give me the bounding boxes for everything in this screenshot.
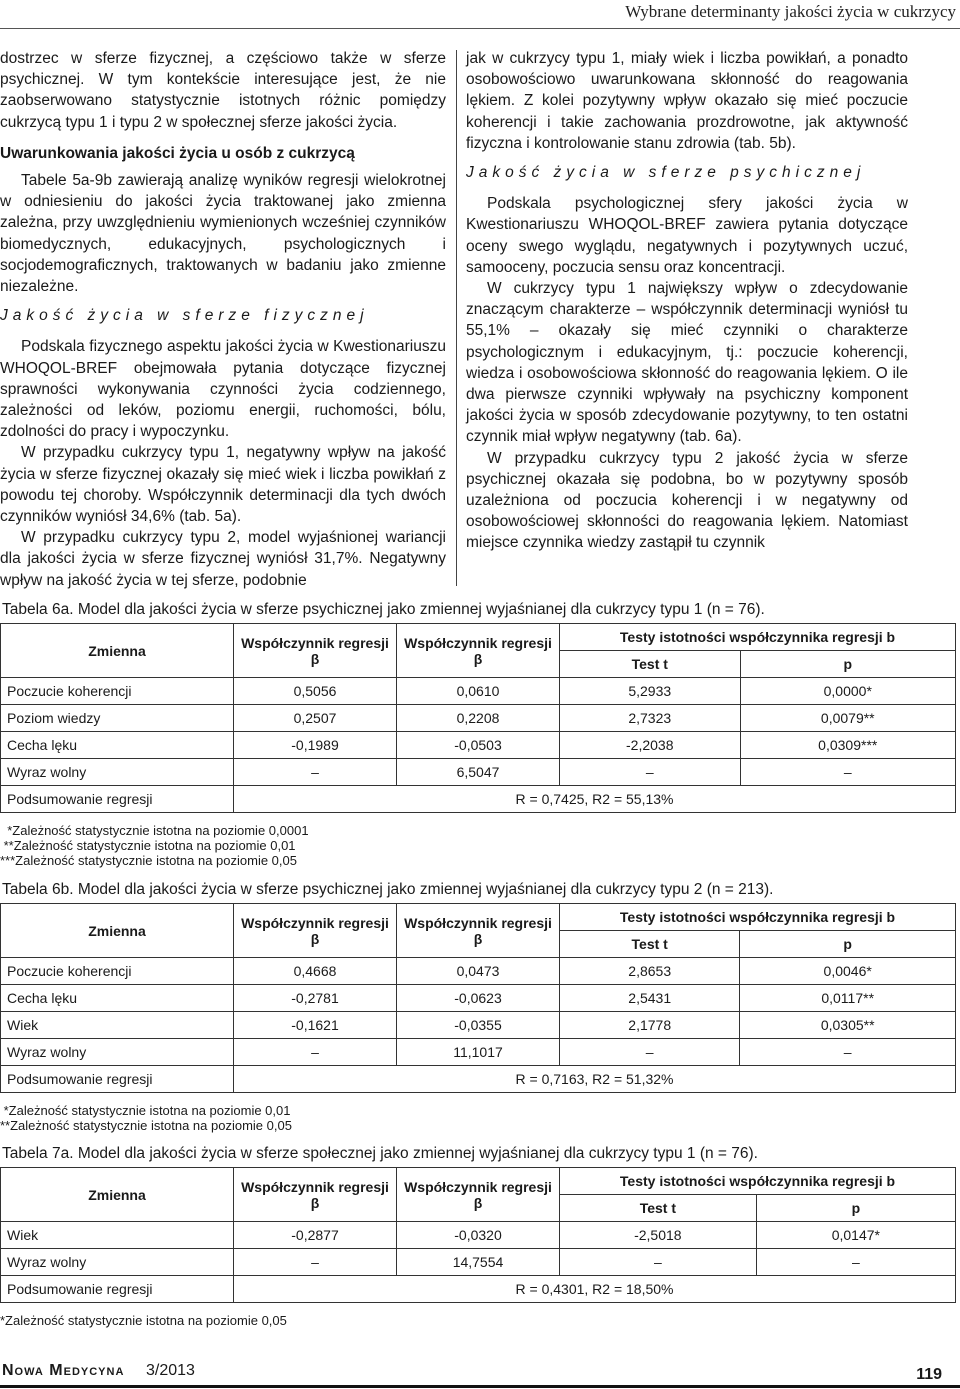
cell-b2: 14,7554 (397, 1249, 560, 1276)
col-header-tests: Testy istotności współczynnika regresji b (560, 904, 956, 931)
cell-b2: 6,5047 (397, 759, 560, 786)
cell-t: 2,1778 (560, 1012, 740, 1039)
cell-t: 5,2933 (560, 678, 741, 705)
running-title: Wybrane determinanty jakości życia w cukrzycy (625, 2, 956, 21)
table-row (1, 1039, 956, 1066)
cell-b1: -0,1621 (234, 1012, 397, 1039)
page-number: 119 (916, 1366, 942, 1383)
col-header-coef: Współczynnik regresji β (234, 624, 397, 678)
paragraph: Podskala psychologicznej sfery jakości życia w Kwestionariuszu WHOQOL-BREF zawiera pytania dotyczące oceny swego wyglądu, negatywnych i pozytywnych uczuć, samooceny, poczucia sensu oraz koncentracji. (466, 195, 908, 276)
cell-name: Wyraz wolny (1, 759, 234, 786)
paragraph: Tabele 5a-9b zawierają analizę wyników regresji wielokrotnej w odniesieniu do jakości życia traktowanej jako zmienna zależna, przy uwzględnieniu wymienionych wcześniej czynników biomedycznych, edukacyjnych, psychologicznych i socjodemograficznych, traktowanych w badaniu jako zmienne niezależne. (0, 172, 446, 296)
col-header-coef: Współczynnik regresji β (234, 1168, 397, 1222)
cell-b1: – (234, 1249, 397, 1276)
cell-p: – (756, 1249, 955, 1276)
cell-name: Poczucie koherencji (1, 678, 234, 705)
table-7a (0, 1167, 956, 1303)
cell-p: 0,0117** (740, 985, 956, 1012)
cell-t: -2,5018 (560, 1222, 757, 1249)
cell-name: Poziom wiedzy (1, 705, 234, 732)
table-row (1, 1012, 956, 1039)
left-column (0, 48, 446, 591)
table-row (1, 985, 956, 1012)
footer-rule (0, 1385, 960, 1388)
cell-b2: 0,0610 (397, 678, 560, 705)
cell-b1: 0,2507 (234, 705, 397, 732)
summary-value: R = 0,7425, R2 = 55,13% (234, 786, 956, 813)
table-row (1, 958, 956, 985)
col-header-coef: Współczynnik regresji β (397, 904, 560, 958)
cell-p: 0,0305** (740, 1012, 956, 1039)
header-rule (0, 28, 960, 29)
table-6a (0, 623, 956, 813)
cell-t: 2,8653 (560, 958, 740, 985)
paragraph: Podskala fizycznego aspektu jakości życia w Kwestionariuszu WHOQOL-BREF obejmowała pytania dotyczące fizycznej sprawności wykonywania czynności życia codziennego, zależności od leków, poziomu energii, ruchomości, bólu, zdolności do pracy i wypoczynku. (0, 338, 446, 441)
col-header-variable: Zmienna (1, 624, 234, 678)
journal-logo: Nowa Medycyna (2, 1362, 125, 1379)
col-header-variable: Zmienna (1, 904, 234, 958)
cell-p: – (740, 759, 955, 786)
cell-b1: -0,2877 (234, 1222, 397, 1249)
table-row (1, 1222, 956, 1249)
cell-t: – (560, 1039, 740, 1066)
cell-name: Cecha lęku (1, 732, 234, 759)
cell-b2: 11,1017 (397, 1039, 560, 1066)
cell-b1: 0,4668 (234, 958, 397, 985)
table-6b-block (0, 881, 960, 1133)
table-notes: *Zależność statystycznie istotna na poziomie 0,0001 **Zależność statystycznie istotna na poziomie 0,01 ***Zależność statystycznie istotna na poziomie 0,05 (0, 823, 309, 868)
col-header-variable: Zmienna (1, 1168, 234, 1222)
right-column (466, 48, 908, 554)
cell-b2: 0,2208 (397, 705, 560, 732)
cell-p: – (740, 1039, 956, 1066)
subsection-heading: Jakość życia w sferze psychicznej (466, 164, 866, 182)
cell-t: – (560, 1249, 757, 1276)
cell-b1: – (234, 1039, 397, 1066)
cell-b2: -0,0623 (397, 985, 560, 1012)
cell-p: 0,0046* (740, 958, 956, 985)
paragraph: dostrzec w sferze fizycznej, a częściowo także w sferze psychicznej. W tym kontekście interesujące jest, że nie zaobserwowano statystycznie istotnych różnic pomiędzy cukrzycą typu 1 i typu 2 w społecznej sferze jakości życia. (0, 50, 446, 131)
table-notes: *Zależność statystycznie istotna na poziomie 0,05 (0, 1313, 287, 1328)
summary-label: Podsumowanie regresji (1, 786, 234, 813)
cell-p: 0,0147* (756, 1222, 955, 1249)
summary-label: Podsumowanie regresji (1, 1276, 234, 1303)
paragraph: W cukrzycy typu 1 największy wpływ o zdecydowanie znaczącym charakterze – współczynnik determinacji wyniósł tu 55,1% – okazały się mieć czynniki o charakterze psychologicznym i edukacyjnym, tj.: poczucie koherencji, wiedza i osobowościowa skłonność do reagowania lękiem. O ile dwa pierwsze czynniki wpływały na psychiczny komponent jakości życia w sposób zdecydowanie pozytywny, to ten ostatni czynnik miał wpływ negatywny (tab. 6a). (466, 280, 908, 446)
table-caption: Tabela 7a. Model dla jakości życia w sferze społecznej jako zmiennej wyjaśnianej dla cukrzycy typu 1 (n = 76). (2, 1145, 758, 1162)
journal-issue: 3/2013 (146, 1362, 195, 1379)
table-caption: Tabela 6a. Model dla jakości życia w sferze psychicznej jako zmiennej wyjaśnianej dla cukrzycy typu 1 (n = 76). (2, 601, 765, 618)
col-header-coef: Współczynnik regresji β (234, 904, 397, 958)
paragraph: jak w cukrzycy typu 1, miały wiek i liczba powikłań, a ponadto osobowościowo uwarunkowana skłonność do reagowania lękiem. Z kolei pozytywny wpływ okazało się mieć poczucie koherencji i takie zachowania prozdrowotne, jak aktywność fizyczna i kontrolowanie stanu zdrowia (tab. 5b). (466, 50, 908, 152)
col-header-p: p (740, 651, 955, 678)
table-6b (0, 903, 956, 1093)
table-row (1, 678, 956, 705)
cell-p: 0,0309*** (740, 732, 955, 759)
table-body (1, 1222, 956, 1276)
col-header-tests: Testy istotności współczynnika regresji b (560, 624, 956, 651)
cell-b1: -0,2781 (234, 985, 397, 1012)
table-7a-block (0, 1145, 960, 1328)
col-header-tests: Testy istotności współczynnika regresji b (560, 1168, 956, 1195)
table-row (1, 732, 956, 759)
cell-t: -2,2038 (560, 732, 741, 759)
cell-name: Wyraz wolny (1, 1249, 234, 1276)
subsection-heading: Jakość życia w sferze fizycznej (0, 307, 369, 325)
cell-name: Wyraz wolny (1, 1039, 234, 1066)
paragraph: W przypadku cukrzycy typu 1, negatywny wpływ na jakość życia w sferze fizycznej okazały się mieć wiek i liczba powikłań z powodu tej choroby. Współczynnik determinacji dla tych dwóch czynników wyniósł 34,6% (tab. 5a). (0, 444, 446, 526)
table-row (1, 759, 956, 786)
col-header-t: Test t (560, 651, 741, 678)
table-row (1, 1249, 956, 1276)
cell-t: 2,7323 (560, 705, 741, 732)
summary-label: Podsumowanie regresji (1, 1066, 234, 1093)
col-header-t: Test t (560, 1195, 757, 1222)
table-6a-block (0, 601, 960, 868)
col-header-coef: Współczynnik regresji β (397, 1168, 560, 1222)
table-body (1, 958, 956, 1066)
paragraph: W przypadku cukrzycy typu 2 jakość życia w sferze psychicznej okazała się podobna, bo w pozytywny sposób uzależniona od poczucia koherencji i w negatywny od osobowościowej skłonności do reagowania lękiem. Natomiast miejsce czynnika wiedzy zastąpił tu czynnik (466, 449, 908, 552)
col-header-coef: Współczynnik regresji β (397, 624, 560, 678)
cell-name: Wiek (1, 1222, 234, 1249)
cell-b1: 0,5056 (234, 678, 397, 705)
column-divider (456, 50, 457, 586)
cell-t: – (560, 759, 741, 786)
cell-p: 0,0079** (740, 705, 955, 732)
cell-name: Wiek (1, 1012, 234, 1039)
table-notes: *Zależność statystycznie istotna na poziomie 0,01 **Zależność statystycznie istotna na poziomie 0,05 (0, 1103, 292, 1133)
cell-b2: -0,0503 (397, 732, 560, 759)
cell-b1: -0,1989 (234, 732, 397, 759)
col-header-t: Test t (560, 931, 740, 958)
paragraph: W przypadku cukrzycy typu 2, model wyjaśnionej wariancji dla jakości życia w sferze fizycznej wyniósł 31,7%. Negatywny wpływ na jakość życia w tej sferze, podobnie (0, 529, 446, 589)
col-header-p: p (756, 1195, 955, 1222)
cell-b2: 0,0473 (397, 958, 560, 985)
cell-name: Cecha lęku (1, 985, 234, 1012)
table-caption: Tabela 6b. Model dla jakości życia w sferze psychicznej jako zmiennej wyjaśnianej dla cukrzycy typu 2 (n = 213). (2, 881, 774, 898)
cell-name: Poczucie koherencji (1, 958, 234, 985)
table-body (1, 678, 956, 786)
cell-b2: -0,0355 (397, 1012, 560, 1039)
cell-p: 0,0000* (740, 678, 955, 705)
section-heading: Uwarunkowania jakości życia u osób z cukrzycą (0, 144, 355, 162)
summary-value: R = 0,4301, R2 = 18,50% (234, 1276, 956, 1303)
cell-b2: -0,0320 (397, 1222, 560, 1249)
col-header-p: p (740, 931, 956, 958)
summary-value: R = 0,7163, R2 = 51,32% (234, 1066, 956, 1093)
cell-t: 2,5431 (560, 985, 740, 1012)
table-row (1, 705, 956, 732)
cell-b1: – (234, 759, 397, 786)
